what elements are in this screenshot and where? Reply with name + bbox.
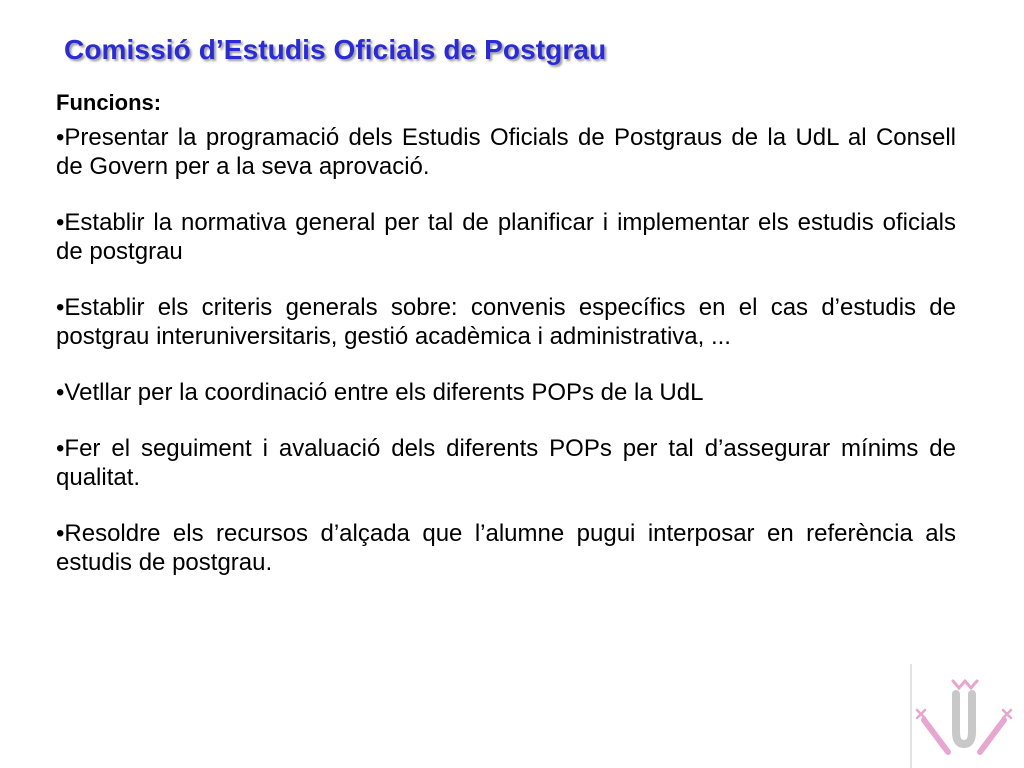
section-heading: Funcions: — [56, 90, 162, 115]
list-item: • Establir els criteris generals sobre: convenis específics en el cas d’estudis de postgrau interuniversitaris, gestió acadèmica i administrativa, ... — [56, 293, 956, 351]
logo-left-arm — [924, 720, 948, 752]
list-item: • Establir la normativa general per tal de planificar i implementar els estudis oficials de postgrau — [56, 208, 956, 266]
logo-u-shape — [956, 694, 972, 744]
list-item: • Presentar la programació dels Estudis Oficials de Postgraus de la UdL al Consell de Govern per a la seva aprovació. — [56, 123, 956, 181]
logo-accent-mark — [965, 681, 977, 688]
list-item: • Fer el seguiment i avaluació dels diferents POPs per tal d’assegurar mínims de qualitat. — [56, 434, 956, 492]
logo-accent-mark — [953, 681, 965, 688]
bullet-list — [56, 123, 956, 604]
logo-cross — [917, 710, 925, 718]
udl-logo-icon — [904, 664, 1024, 768]
list-item: • Resoldre els recursos d’alçada que l’alumne pugui interposar en referència als estudis de postgrau. — [56, 519, 956, 577]
logo-cross — [1003, 710, 1011, 718]
slide-title: Comissió d’Estudis Oficials de Postgrau — [64, 34, 607, 65]
logo-right-arm — [980, 720, 1004, 752]
list-item: • Vetllar per la coordinació entre els diferents POPs de la UdL — [56, 378, 956, 407]
